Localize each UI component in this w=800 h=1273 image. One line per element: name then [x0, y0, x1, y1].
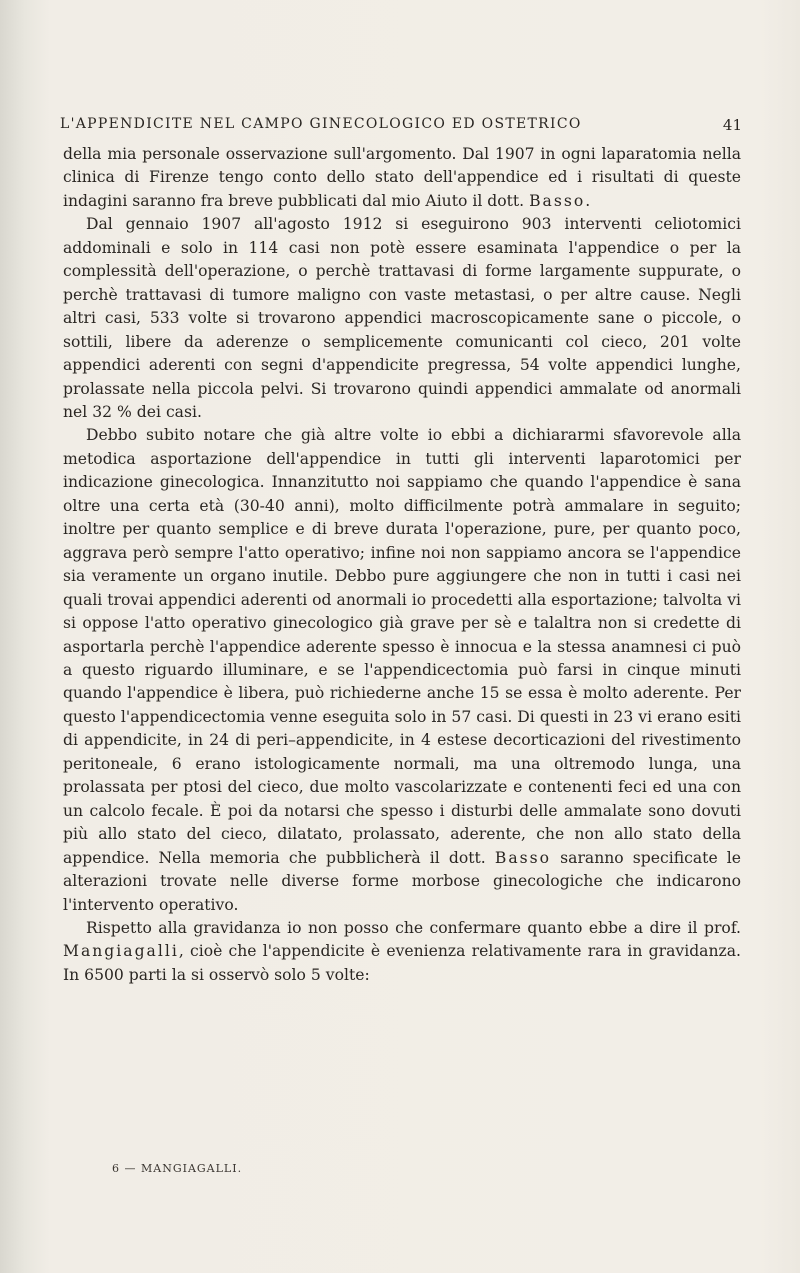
text-run: Debbo subito notare che già altre volte io ebbi a dichiararmi sfavorevole alla metodica asportazione dell'appendice in tutti gli interventi laparotomici per indicazione ginecologica. Innanzitutto noi sappiamo che quando l'appendice è sana oltre una certa età (30-40 anni), molto difficilmente potrà ammalare in seguito; inoltre per quanto semplice e di breve durata l'operazione, pure, per quanto poco, aggrava però sempre l'atto operativo; infine noi non sappiamo ancora se l'appendice sia veramente un organo inutile. Debbo pure aggiungere che non in tutti i casi nei quali trovai appendici aderenti od anormali io procedetti alla esportazione; talvolta vi si oppose l'atto operativo ginecologico già grave per sè e talaltra non si credette di asportarla perchè l'appendice aderente spesso è innocua e la stessa anamnesi ci può a questo riguardo illuminare, e se l'appendicectomia può farsi in cinque minuti quando l'appendice è libera, può richiederne anche 15 se essa è molto aderente. Per questo l'appendicectomia venne eseguita solo in 57 casi. Di questi in 23 vi erano esiti di appendicite, in 24 di peri–appendicite, in 4 estese decorticazioni del rivestimento peritoneale, 6 erano istologicamente normali, ma una oltremodo lunga, una prolassata per ptosi del cieco, due molto vascolarizzate e contenenti feci ed una con un calcolo fecale. È poi da notarsi che spesso i disturbi delle ammalate sono dovuti più allo stato del cieco, dilatato, prolassato, aderente, che non allo stato della appendice. Nella memoria che pubblicherà il dott. [63, 426, 741, 867]
author-name: Basso [494, 848, 552, 867]
text-run: Rispetto alla gravidanza io non posso che confermare quanto ebbe a dire il prof. [86, 918, 741, 937]
text-run: . [585, 191, 591, 210]
page-number: 41 [722, 116, 742, 134]
body-text [63, 143, 741, 987]
text-run: della mia personale osservazione sull'argomento. Dal 1907 in ogni laparatomia nella clinica di Firenze tengo conto dello stato dell'appendice ed i risultati di queste indagini saranno fra breve pubblicati dal mio Aiuto il dott. [63, 145, 741, 210]
running-head: L'APPENDICITE NEL CAMPO GINECOLOGICO ED OSTETRICO [60, 116, 582, 132]
signature-mark: 6 — MANGIAGALLI. [112, 1162, 243, 1175]
page-header [60, 116, 742, 138]
paragraph: Dal gennaio 1907 all'agosto 1912 si eseguirono 903 interventi celiotomici addominali e solo in 114 casi non potè essere esaminata l'appendice o per la complessità dell'operazione, o perchè trattavasi di forme largamente suppurate, o perchè trattavasi di tumore maligno con vaste metastasi, o per altre cause. Negli altri casi, 533 volte si trovarono appendici macroscopicamente sane o piccole, o sottili, libere da aderenze o semplicemente comunicanti col cieco, 201 volte appendici aderenti con segni d'appendicite pregressa, 54 volte appendici lunghe, prolassate nella piccola pelvi. Si trovarono quindi appendici ammalate od anormali nel 32 % dei casi. [63, 215, 741, 421]
author-name: Mangiagalli [63, 942, 179, 961]
text-run: saranno specificate le alterazioni trovate nelle diverse forme morbose ginecologiche che indicarono l'intervento operativo. [63, 848, 741, 914]
author-name: Basso [529, 191, 586, 210]
paragraph [63, 917, 741, 987]
paragraph [63, 424, 741, 917]
paragraph [63, 143, 741, 213]
text-run: , cioè che l'appendicite è evenienza relativamente rara in gravidanza. In 6500 parti la si osservò solo 5 volte: [63, 942, 741, 984]
